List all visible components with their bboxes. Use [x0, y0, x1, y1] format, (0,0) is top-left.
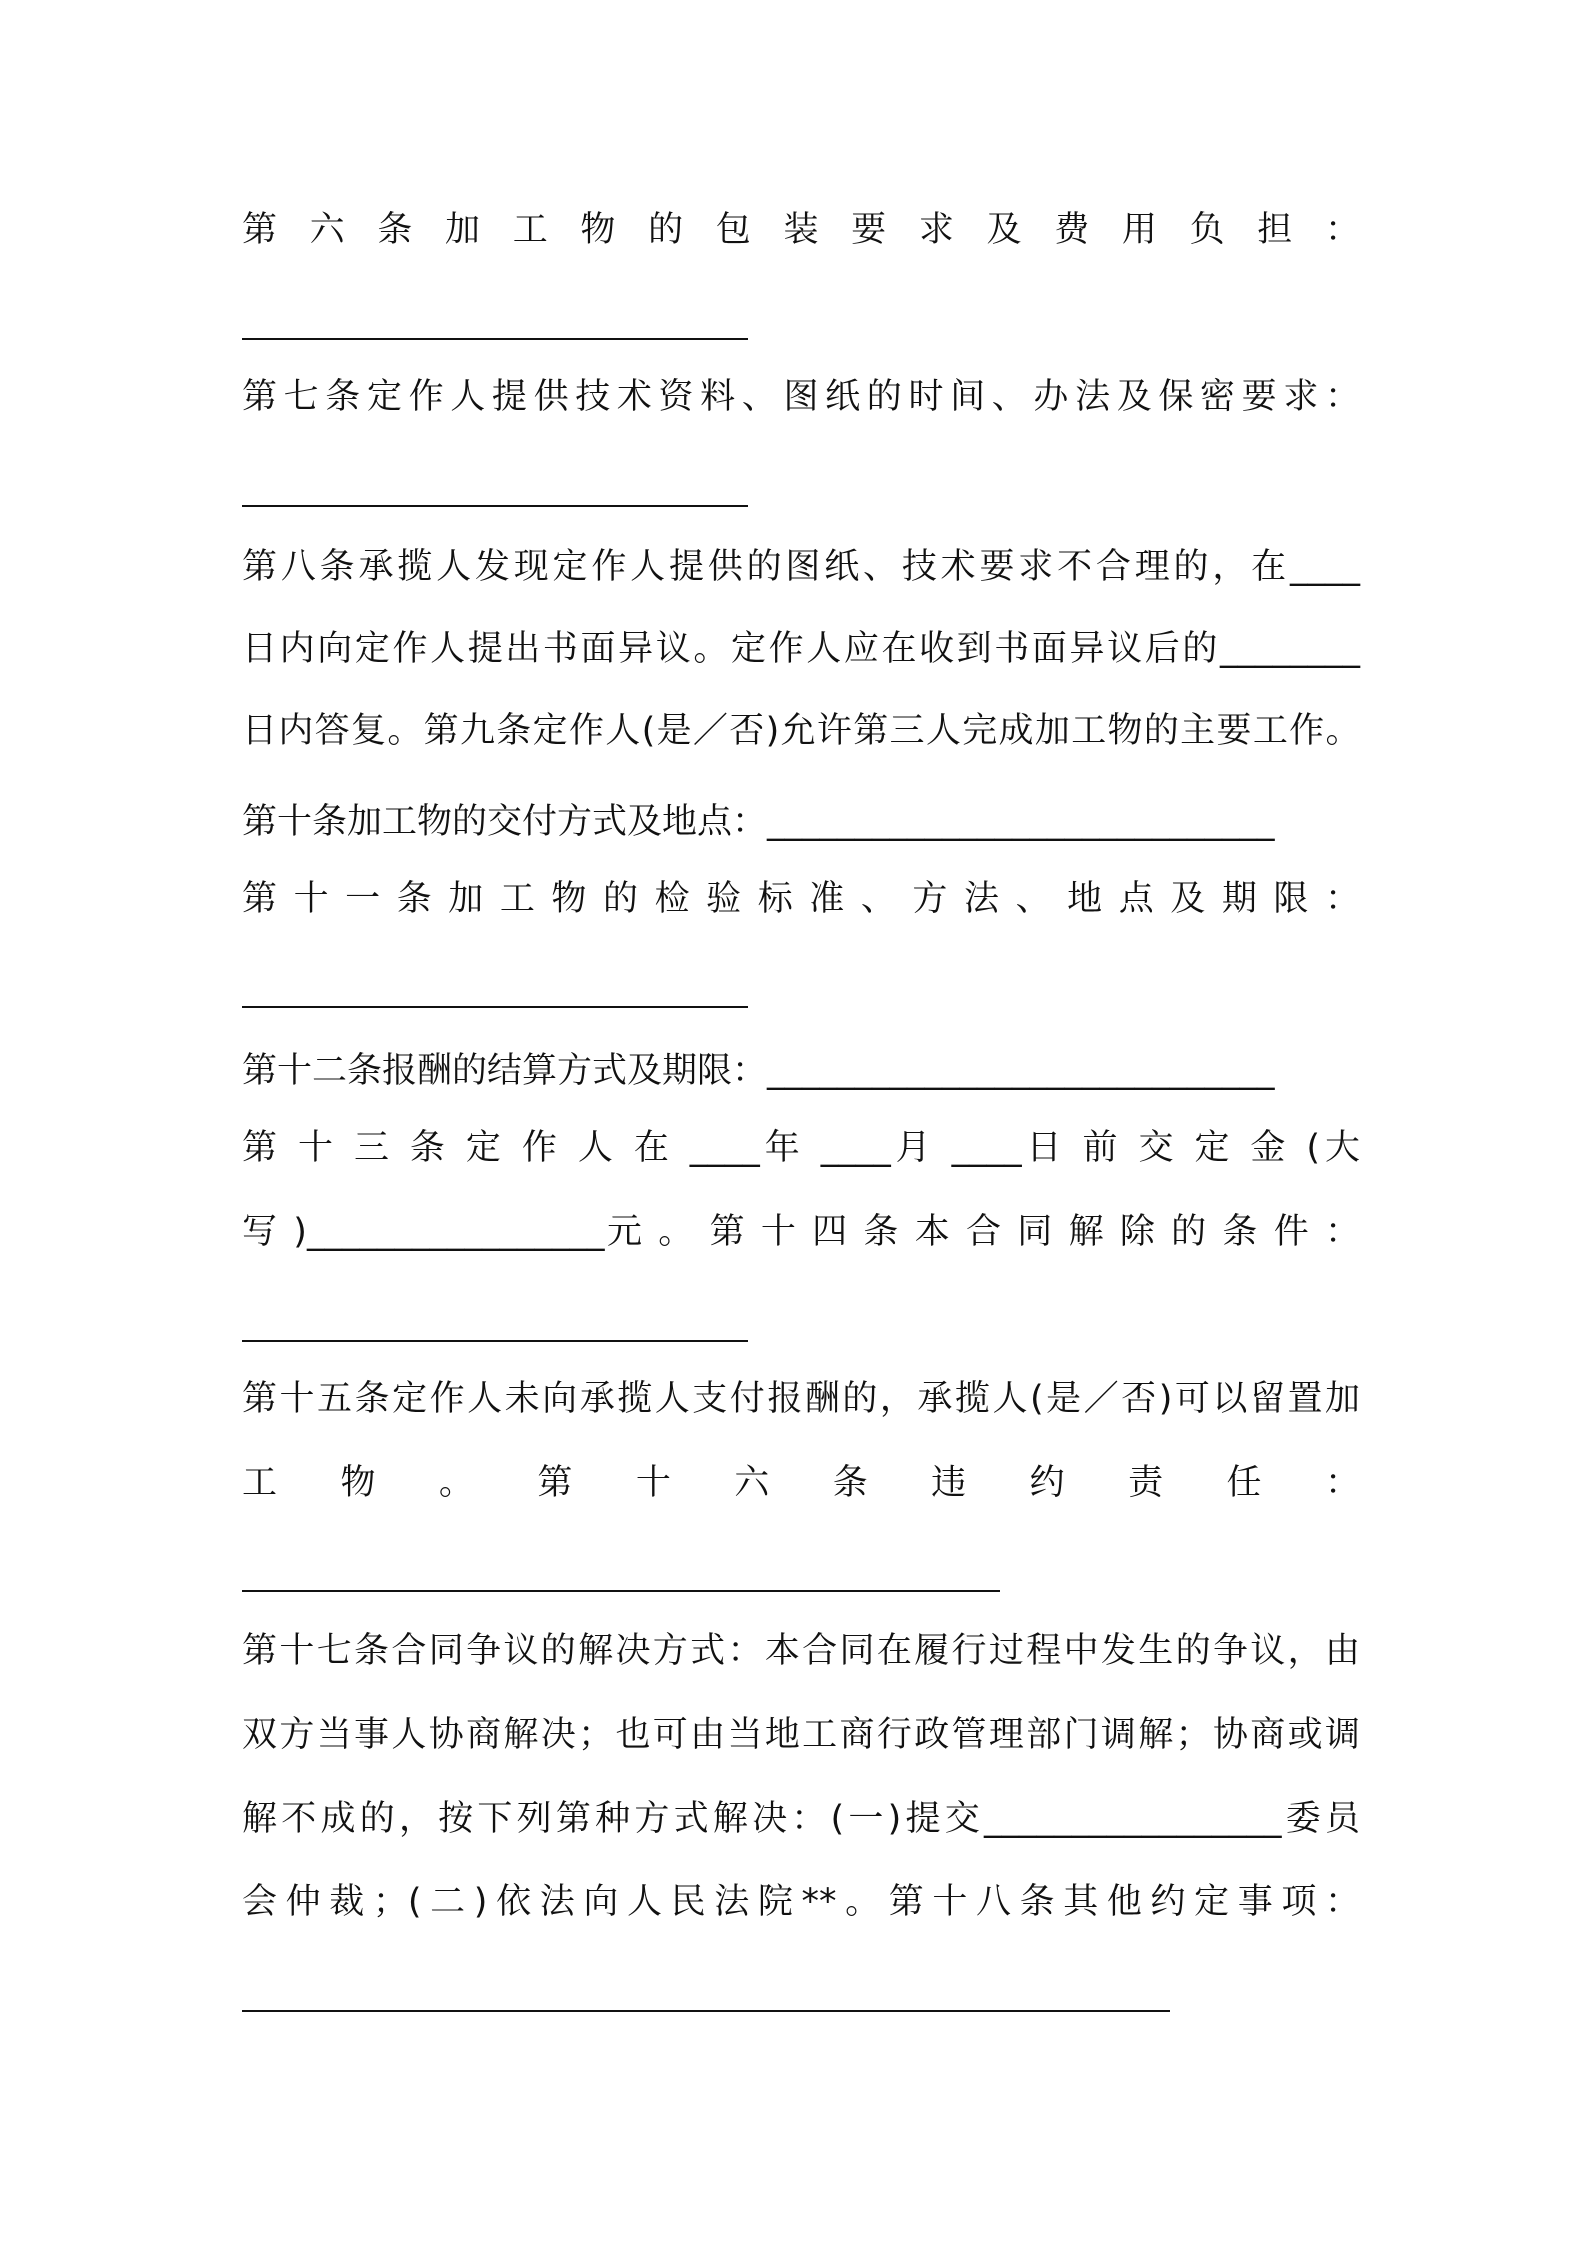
clause-7-text: 第七条定作人提供技术资料、图纸的时间、办法及保密要求：	[242, 377, 1360, 417]
clause-8-text-line1: 第八条承揽人发现定作人提供的图纸、技术要求不合理的，在____	[242, 547, 1360, 587]
clause-6-text: 第 六 条 加 工 物 的 包 装 要 求 及 费 用 负 担 ：	[242, 210, 1360, 250]
clause-17-text-line1: 第十七条合同争议的解决方式：本合同在履行过程中发生的争议，由	[242, 1631, 1360, 1671]
fill-blank-line	[242, 1340, 748, 1342]
clause-13-text-line1: 第 十 三 条 定 作 人 在 ____年 ____月 ____日 前 交 定 金 (大	[242, 1128, 1360, 1168]
fill-blank-line	[242, 1006, 748, 1008]
clause-11-text: 第 十 一 条 加 工 物 的 检 验 标 准 、 方 法 、 地 点 及 期 限 ：	[242, 879, 1360, 919]
clause-8-text-line2: 日内向定作人提出书面异议。定作人应在收到书面异议后的________	[242, 629, 1360, 669]
clause-17-text-line2: 双方当事人协商解决；也可由当地工商行政管理部门调解；协商或调	[242, 1715, 1360, 1755]
clause-10-text: 第十条加工物的交付方式及地点：_____________________________	[242, 802, 1275, 842]
clause-12-text: 第十二条报酬的结算方式及期限：_____________________________	[242, 1051, 1275, 1091]
clause-17-text-line3: 解不成的，按下列第种方式解决：(一)提交_________________委员	[242, 1799, 1360, 1839]
clause-17-18-text: 会仲裁；(二)依法向人民法院**。第十八条其他约定事项：	[242, 1882, 1360, 1922]
clause-16-text: 工 物 。 第 十 六 条 违 约 责 任 ：	[242, 1463, 1360, 1503]
fill-blank-line	[242, 338, 748, 340]
clause-15-text: 第十五条定作人未向承揽人支付报酬的，承揽人(是／否)可以留置加	[242, 1379, 1360, 1419]
fill-blank-line	[242, 505, 748, 507]
fill-blank-line	[242, 1590, 1000, 1592]
fill-blank-line	[242, 2010, 1170, 2012]
clause-13-14-text: 写 )_________________元 。 第 十 四 条 本 合 同 解 除 的 条 件 ：	[242, 1212, 1360, 1252]
clause-9-text: 日内答复。第九条定作人(是／否)允许第三人完成加工物的主要工作。	[242, 711, 1360, 751]
